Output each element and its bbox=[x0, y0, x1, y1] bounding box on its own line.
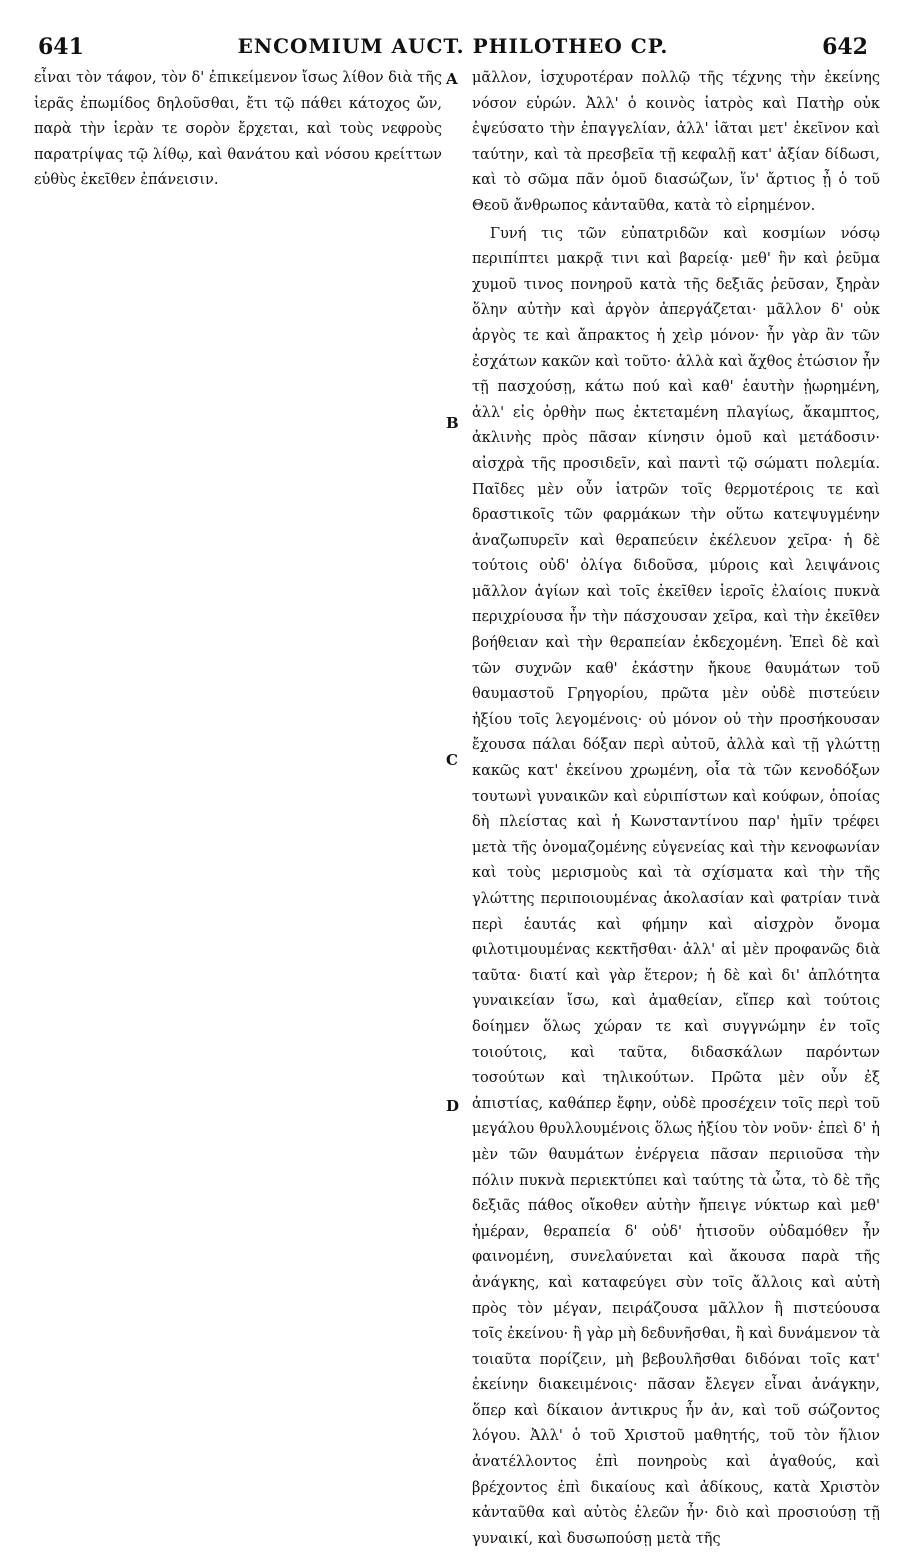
right-column bbox=[472, 66, 880, 1552]
page-header bbox=[32, 34, 874, 64]
right-paragraph-2: Γυνή τις τῶν εὐπατριδῶν καὶ κοσμίων νόσῳ περιπίπτει μακρᾷ τινι καὶ βαρείᾳ· μεθ' ἣν καὶ ῥεῦμα χυμοῦ τινος πονηροῦ κατὰ τῆς δεξιᾶς ῥεῦσαν, ξηρὰν ὅλην αὐτὴν καὶ ἀργὸν ἀπεργάζεται· μᾶλλον δ' οὐκ ἀργὸς τε καὶ ἄπρακτος ἡ χεὶρ μόνον· ἦν γὰρ ἂν τῶν ἐσχάτων κακῶν καὶ τοῦτο· ἀλλὰ καὶ ἄχθος ἐτώσιον ἦν τῇ πασχούσῃ, κάτω πού καὶ καθ' ἑαυτὴν ᾐωρημένη, ἀλλ' εἰς ὀρθὴν πως ἐκτεταμένη πλαγίως, ἄκαμπτος, ἀκλινὴς πρὸς πᾶσαν κίνησιν ὁμοῦ καὶ μετάδοσιν· αἰσχρὰ τῆς προσιδεῖν, καὶ παντὶ τῷ σώματι πολεμία. Παῖδες μὲν οὖν ἰατρῶν τοῖς θερμοτέροις τε καὶ δραστικοῖς τῶν φαρμάκων τὴν οὕτω κατεψυγμένην ἀναζωπυρεῖν καὶ θεραπεύειν ἐκέλευον χεῖρα· ἡ δὲ τούτοις οὐδ' ὀλίγα διδοῦσα, μύροις καὶ λειψάνοις μᾶλλον ἁγίων καὶ τοῖς ἐκεῖθεν ἱεροῖς ἐλαίοις πυκνὰ περιχρίουσα ἦν τὴν πάσχουσαν χεῖρα, καὶ τὴν ἐκεῖθεν βοήθειαν καὶ τὴν θεραπείαν ἐκδεχομένη. Ἐπεὶ δὲ καὶ τῶν συχνῶν καθ' ἑκάστην ἤκουε θαυμάτων τοῦ θαυμαστοῦ Γρηγορίου, πρῶτα μὲν οὐδὲ πιστεύειν ἠξίου τοῖς λεγομένοις· οὐ μόνον οὐ τὴν προσήκουσαν ἔχουσα πάλαι δόξαν περὶ αὐτοῦ, ἀλλὰ καὶ τῇ γλώττῃ κακῶς κατ' ἐκείνου χρωμένη, οἷα τὰ τῶν κενοδόξων τουτωνὶ γυναικῶν καὶ εὐριπίστων καὶ κούφων, ὁποίας δὴ πλείστας καὶ ἡ Κωνσταντίνου παρ' ἡμῖν τρέφει μετὰ τῆς ὀνομαζομένης εὐγενείας καὶ τὴν κενοφωνίαν καὶ τοὺς μερισμοὺς καὶ τὰ σχίσματα καὶ τὴν τῆς γλώττης περιποιουμένας ἀκολασίαν καὶ φατρίαν τινὰ περὶ ἑαυτάς καὶ φήμην καὶ αἰσχρὸν ὄνομα φιλοτιμουμένας κεκτῆσθαι· ἀλλ' αἱ μὲν προφανῶς διὰ ταῦτα· διατί καὶ γὰρ ἕτερον; ἡ δὲ καὶ δι' ἁπλότητα γυναικείαν ἴσω, καὶ ἀμαθείαν, εἴπερ καὶ τούτοις δοίημεν ὅλως χώραν τε καὶ συγγνώμην ἐν τοῖς τοιούτοις, καὶ ταῦτα, διδασκάλων παρόντων τοσούτων καὶ τηλικούτων. Πρῶτα μὲν οὖν ἐξ ἀπιστίας, καθάπερ ἔφην, οὐδὲ προσέχειν τοῖς περὶ τοῦ μεγάλου θρυλλουμένοις ὅλως ἠξίου τὸν νοῦν· ἐπεὶ δ' ἡ μὲν τῶν θαυμάτων ἐνέργεια πᾶσαν περιιοῦσα τὴν πόλιν πυκνὰ περιεκτύπει καὶ ταύτης τὰ ὦτα, τὸ δὲ τῆς δεξιᾶς πάθος οἴκοθεν αὐτὴν ἤπειγε νύκτωρ καὶ μεθ' ἡμέραν, θεραπεία δ' οὐδ' ἡτισοῦν οὐδαμόθεν ἦν φαινομένη, συνελαύνεται καὶ ἄκουσα παρὰ τῆς ἀνάγκης, καὶ καταφεύγει σὺν τοῖς ἄλλοις καὶ αὐτὴ πρὸς τὸν μέγαν, πειράζουσα μᾶλλον ἢ πιστεύουσα τοῖς ἐκείνου· ἢ γὰρ μὴ δεδυνῆσθαι, ἢ καὶ δυνάμενον τὰ τοιαῦτα πορίζειν, μὴ βεβουλῆσθαι διδόναι τοῖς κατ' ἐκείνην διακειμένοις· πᾶσαν ἔλεγεν εἶναι ἀνάγκην, ὅπερ καὶ δίκαιον ἀντικρυς ἦν ἀν, καὶ τοῦ σώζοντος λόγου. Ἀλλ' ὁ τοῦ Χριστοῦ μαθητής, τοῦ τὸν ἥλιον ἀνατέλλοντος ἐπὶ πονηροὺς καὶ ἀγαθούς, καὶ βρέχοντος ἐπὶ δικαίους καὶ ἀδίκους, κατὰ Χριστὸν κἀνταῦθα καὶ αὐτὸς ἐλεῶν ἦν· διὸ καὶ προσιούσῃ τῇ γυναικί, καὶ δυσωπούσῃ μετὰ τῆς bbox=[472, 225, 880, 1547]
page-number-left: 641 bbox=[38, 34, 84, 60]
margin-letter-c: C bbox=[446, 751, 458, 769]
page-number-right: 642 bbox=[822, 34, 868, 60]
running-title: ENCOMIUM AUCT. PHILOTHEO CP. bbox=[237, 34, 669, 58]
right-paragraph-1: μᾶλλον, ἰσχυροτέραν πολλῷ τῆς τέχνης τὴν ἐκείνης νόσον εὑρών. Ἀλλ' ὁ κοινὸς ἰατρὸς καὶ Πατὴρ οὐκ ἐψεύσατο τὴν ἐπαγγελίαν, ἀλλ' ἰᾶται μετ' ἐκεῖνον καὶ ταύτην, καὶ τὰ πρεσβεῖα τῇ κεφαλῇ κατ' ἀξίαν δίδωσι, καὶ τὸ σῶμα πᾶν ὁμοῦ διασώζων, ἵν' ἄρτιος ᾖ ὁ τοῦ Θεοῦ ἄνθρωπος κἀνταῦθα, κατὰ τὸ εἰρημένον. bbox=[472, 70, 880, 214]
margin-letter-b: B bbox=[446, 414, 459, 432]
left-column bbox=[34, 66, 442, 194]
margin-letter-a: A bbox=[446, 70, 458, 88]
left-paragraph: εἶναι τὸν τάφον, τὸν δ' ἐπικείμενον ἴσως λίθον διὰ τῆς ἱερᾶς ἐπωμίδος δηλοῦσθαι, ἔτι τῷ πάθει κάτοχος ὤν, παρὰ τὴν ἱερὰν τε σορὸν ἔρχεται, καὶ τοὺς νεφροὺς παρατρίψας τῷ λίθῳ, καὶ θανάτου καὶ νόσου κρείττων εὐθὺς ἐκεῖθεν ἐπάνεισιν. bbox=[34, 70, 442, 189]
margin-letter-d: D bbox=[446, 1097, 460, 1115]
